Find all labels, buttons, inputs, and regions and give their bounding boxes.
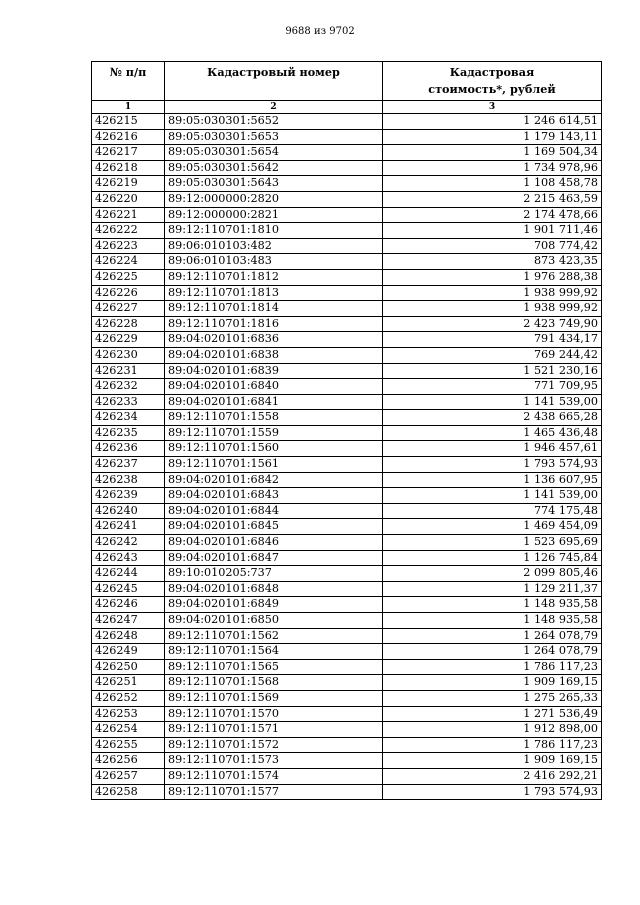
row-index-cell: 426236: [92, 441, 165, 457]
cadastral-number-cell: 89:12:110701:1564: [165, 644, 383, 660]
cadastral-number-cell: 89:12:110701:1561: [165, 457, 383, 473]
row-index-cell: 426228: [92, 316, 165, 332]
table-row: [92, 488, 602, 504]
row-index-cell: 426254: [92, 722, 165, 738]
table-row: [92, 441, 602, 457]
row-index-cell: 426217: [92, 145, 165, 161]
cadastral-number-cell: 89:12:110701:1812: [165, 269, 383, 285]
row-index-cell: 426237: [92, 457, 165, 473]
cadastral-number-cell: 89:10:010205:737: [165, 566, 383, 582]
cadastral-value-cell: 2 215 463,59: [383, 191, 602, 207]
cadastral-number-cell: 89:04:020101:6841: [165, 394, 383, 410]
cadastral-number-cell: 89:04:020101:6836: [165, 332, 383, 348]
page-number-label: 9688 из 9702: [285, 26, 355, 37]
table-row: [92, 176, 602, 192]
row-index-cell: 426235: [92, 425, 165, 441]
cadastral-number-cell: 89:06:010103:482: [165, 238, 383, 254]
table-row: [92, 768, 602, 784]
cadastral-value-cell: 2 099 805,46: [383, 566, 602, 582]
cadastral-value-cell: 1 909 169,15: [383, 753, 602, 769]
row-index-cell: 426220: [92, 191, 165, 207]
cadastral-value-cell: 1 521 230,16: [383, 363, 602, 379]
column-number-1: 1: [92, 101, 165, 114]
cadastral-number-cell: 89:12:110701:1565: [165, 659, 383, 675]
row-index-cell: 426229: [92, 332, 165, 348]
cadastral-value-cell: 1 141 539,00: [383, 488, 602, 504]
table-row: [92, 363, 602, 379]
table-body: [92, 114, 602, 800]
table-row: [92, 191, 602, 207]
table-row: [92, 690, 602, 706]
cadastral-value-cell: 771 709,95: [383, 379, 602, 395]
table-row: [92, 722, 602, 738]
table-row: [92, 472, 602, 488]
row-index-cell: 426225: [92, 269, 165, 285]
row-index-cell: 426253: [92, 706, 165, 722]
table-row: [92, 597, 602, 613]
row-index-cell: 426247: [92, 613, 165, 629]
cadastral-value-cell: 774 175,48: [383, 503, 602, 519]
table-row: [92, 379, 602, 395]
table-row: [92, 550, 602, 566]
row-index-cell: 426219: [92, 176, 165, 192]
row-index-cell: 426255: [92, 737, 165, 753]
cadastral-number-cell: 89:12:110701:1814: [165, 301, 383, 317]
row-index-cell: 426240: [92, 503, 165, 519]
cadastral-value-cell: 1 264 078,79: [383, 644, 602, 660]
table-row: [92, 207, 602, 223]
row-index-cell: 426245: [92, 581, 165, 597]
row-index-cell: 426242: [92, 535, 165, 551]
table-row: [92, 457, 602, 473]
cadastral-number-cell: 89:04:020101:6845: [165, 519, 383, 535]
column-number-row: [92, 101, 602, 114]
row-index-cell: 426233: [92, 394, 165, 410]
table-row: [92, 737, 602, 753]
cadastral-value-cell: 1 264 078,79: [383, 628, 602, 644]
cadastral-value-cell: 708 774,42: [383, 238, 602, 254]
table-row: [92, 332, 602, 348]
table-row: [92, 254, 602, 270]
cadastral-number-cell: 89:04:020101:6846: [165, 535, 383, 551]
cadastral-number-cell: 89:12:110701:1568: [165, 675, 383, 691]
cadastral-value-cell: 1 108 458,78: [383, 176, 602, 192]
table-row: [92, 301, 602, 317]
row-index-cell: 426249: [92, 644, 165, 660]
cadastral-value-cell: 1 786 117,23: [383, 737, 602, 753]
cadastral-value-cell: 1 129 211,37: [383, 581, 602, 597]
row-index-cell: 426234: [92, 410, 165, 426]
table-row: [92, 784, 602, 800]
row-index-cell: 426218: [92, 160, 165, 176]
table-row: [92, 347, 602, 363]
cadastral-value-cell: 1 523 695,69: [383, 535, 602, 551]
column-header-cadastral-number: Кадастровый номер: [165, 62, 383, 101]
table-row: [92, 410, 602, 426]
cadastral-value-cell: 1 136 607,95: [383, 472, 602, 488]
cadastral-value-cell: 2 416 292,21: [383, 768, 602, 784]
cadastral-number-cell: 89:12:110701:1569: [165, 690, 383, 706]
column-header-index: № п/п: [92, 62, 165, 101]
cadastral-number-cell: 89:05:030301:5642: [165, 160, 383, 176]
cadastral-number-cell: 89:04:020101:6839: [165, 363, 383, 379]
cadastral-number-cell: 89:04:020101:6849: [165, 597, 383, 613]
table-row: [92, 566, 602, 582]
cadastral-value-cell: 1 169 504,34: [383, 145, 602, 161]
cadastral-number-cell: 89:05:030301:5653: [165, 129, 383, 145]
column-header-cadastral-value: Кадастровая стоимость*, рублей: [383, 62, 602, 101]
cadastral-number-cell: 89:05:030301:5652: [165, 114, 383, 130]
cadastral-number-cell: 89:05:030301:5643: [165, 176, 383, 192]
cadastral-value-cell: 791 434,17: [383, 332, 602, 348]
row-index-cell: 426258: [92, 784, 165, 800]
cadastral-value-cell: 1 179 143,11: [383, 129, 602, 145]
cadastral-number-cell: 89:04:020101:6847: [165, 550, 383, 566]
cadastral-number-cell: 89:04:020101:6850: [165, 613, 383, 629]
table-row: [92, 753, 602, 769]
row-index-cell: 426244: [92, 566, 165, 582]
row-index-cell: 426231: [92, 363, 165, 379]
table-row: [92, 238, 602, 254]
cadastral-value-cell: 1 734 978,96: [383, 160, 602, 176]
cadastral-value-cell: 1 901 711,46: [383, 223, 602, 239]
row-index-cell: 426246: [92, 597, 165, 613]
cadastral-number-cell: 89:12:110701:1816: [165, 316, 383, 332]
table-row: [92, 223, 602, 239]
cadastral-number-cell: 89:12:110701:1813: [165, 285, 383, 301]
row-index-cell: 426239: [92, 488, 165, 504]
table-row: [92, 160, 602, 176]
table-row: [92, 129, 602, 145]
table-row: [92, 425, 602, 441]
row-index-cell: 426232: [92, 379, 165, 395]
cadastral-value-cell: 1 938 999,92: [383, 285, 602, 301]
cadastral-value-cell: 1 126 745,84: [383, 550, 602, 566]
cadastral-number-cell: 89:12:110701:1560: [165, 441, 383, 457]
cadastral-value-cell: 2 438 665,28: [383, 410, 602, 426]
table-row: [92, 114, 602, 130]
row-index-cell: 426238: [92, 472, 165, 488]
table-row: [92, 675, 602, 691]
cadastral-value-cell: 769 244,42: [383, 347, 602, 363]
row-index-cell: 426215: [92, 114, 165, 130]
table-row: [92, 503, 602, 519]
column-number-3: 3: [383, 101, 602, 114]
table-header-row: [92, 62, 602, 101]
cadastral-number-cell: 89:12:110701:1559: [165, 425, 383, 441]
table-row: [92, 285, 602, 301]
cadastral-value-cell: 1 148 935,58: [383, 597, 602, 613]
cadastral-value-cell: 1 946 457,61: [383, 441, 602, 457]
row-index-cell: 426226: [92, 285, 165, 301]
cadastral-value-table: [91, 61, 602, 800]
cadastral-value-cell: 873 423,35: [383, 254, 602, 270]
cadastral-number-cell: 89:12:110701:1577: [165, 784, 383, 800]
row-index-cell: 426248: [92, 628, 165, 644]
cadastral-value-cell: 1 793 574,93: [383, 784, 602, 800]
cadastral-number-cell: 89:12:110701:1572: [165, 737, 383, 753]
table-row: [92, 706, 602, 722]
cadastral-number-cell: 89:12:110701:1810: [165, 223, 383, 239]
row-index-cell: 426257: [92, 768, 165, 784]
row-index-cell: 426256: [92, 753, 165, 769]
cadastral-number-cell: 89:04:020101:6838: [165, 347, 383, 363]
cadastral-number-cell: 89:04:020101:6842: [165, 472, 383, 488]
cadastral-value-cell: 1 246 614,51: [383, 114, 602, 130]
cadastral-number-cell: 89:12:110701:1558: [165, 410, 383, 426]
cadastral-value-cell: 2 423 749,90: [383, 316, 602, 332]
table-row: [92, 581, 602, 597]
row-index-cell: 426224: [92, 254, 165, 270]
cadastral-number-cell: 89:06:010103:483: [165, 254, 383, 270]
table-row: [92, 394, 602, 410]
cadastral-value-cell: 1 465 436,48: [383, 425, 602, 441]
row-index-cell: 426222: [92, 223, 165, 239]
row-index-cell: 426243: [92, 550, 165, 566]
cadastral-value-cell: 1 271 536,49: [383, 706, 602, 722]
cadastral-number-cell: 89:12:110701:1573: [165, 753, 383, 769]
cadastral-number-cell: 89:12:110701:1570: [165, 706, 383, 722]
cadastral-value-cell: 2 174 478,66: [383, 207, 602, 223]
row-index-cell: 426230: [92, 347, 165, 363]
cadastral-value-cell: 1 786 117,23: [383, 659, 602, 675]
column-number-2: 2: [165, 101, 383, 114]
table-row: [92, 145, 602, 161]
cadastral-number-cell: 89:04:020101:6843: [165, 488, 383, 504]
row-index-cell: 426227: [92, 301, 165, 317]
cadastral-value-cell: 1 909 169,15: [383, 675, 602, 691]
table-row: [92, 316, 602, 332]
cadastral-number-cell: 89:05:030301:5654: [165, 145, 383, 161]
table-row: [92, 535, 602, 551]
cadastral-value-cell: 1 912 898,00: [383, 722, 602, 738]
table-row: [92, 519, 602, 535]
cadastral-number-cell: 89:12:000000:2820: [165, 191, 383, 207]
cadastral-value-cell: 1 938 999,92: [383, 301, 602, 317]
table-row: [92, 644, 602, 660]
table-row: [92, 269, 602, 285]
cadastral-value-cell: 1 275 265,33: [383, 690, 602, 706]
cadastral-number-cell: 89:04:020101:6840: [165, 379, 383, 395]
table-row: [92, 659, 602, 675]
cadastral-number-cell: 89:12:110701:1571: [165, 722, 383, 738]
row-index-cell: 426241: [92, 519, 165, 535]
cadastral-value-cell: 1 141 539,00: [383, 394, 602, 410]
cadastral-number-cell: 89:04:020101:6848: [165, 581, 383, 597]
cadastral-number-cell: 89:12:110701:1574: [165, 768, 383, 784]
row-index-cell: 426252: [92, 690, 165, 706]
cadastral-value-cell: 1 976 288,38: [383, 269, 602, 285]
cadastral-value-cell: 1 148 935,58: [383, 613, 602, 629]
cadastral-value-cell: 1 793 574,93: [383, 457, 602, 473]
cadastral-number-cell: 89:04:020101:6844: [165, 503, 383, 519]
table-row: [92, 628, 602, 644]
table-row: [92, 613, 602, 629]
row-index-cell: 426223: [92, 238, 165, 254]
row-index-cell: 426216: [92, 129, 165, 145]
row-index-cell: 426250: [92, 659, 165, 675]
row-index-cell: 426251: [92, 675, 165, 691]
row-index-cell: 426221: [92, 207, 165, 223]
cadastral-number-cell: 89:12:000000:2821: [165, 207, 383, 223]
cadastral-value-cell: 1 469 454,09: [383, 519, 602, 535]
cadastral-number-cell: 89:12:110701:1562: [165, 628, 383, 644]
